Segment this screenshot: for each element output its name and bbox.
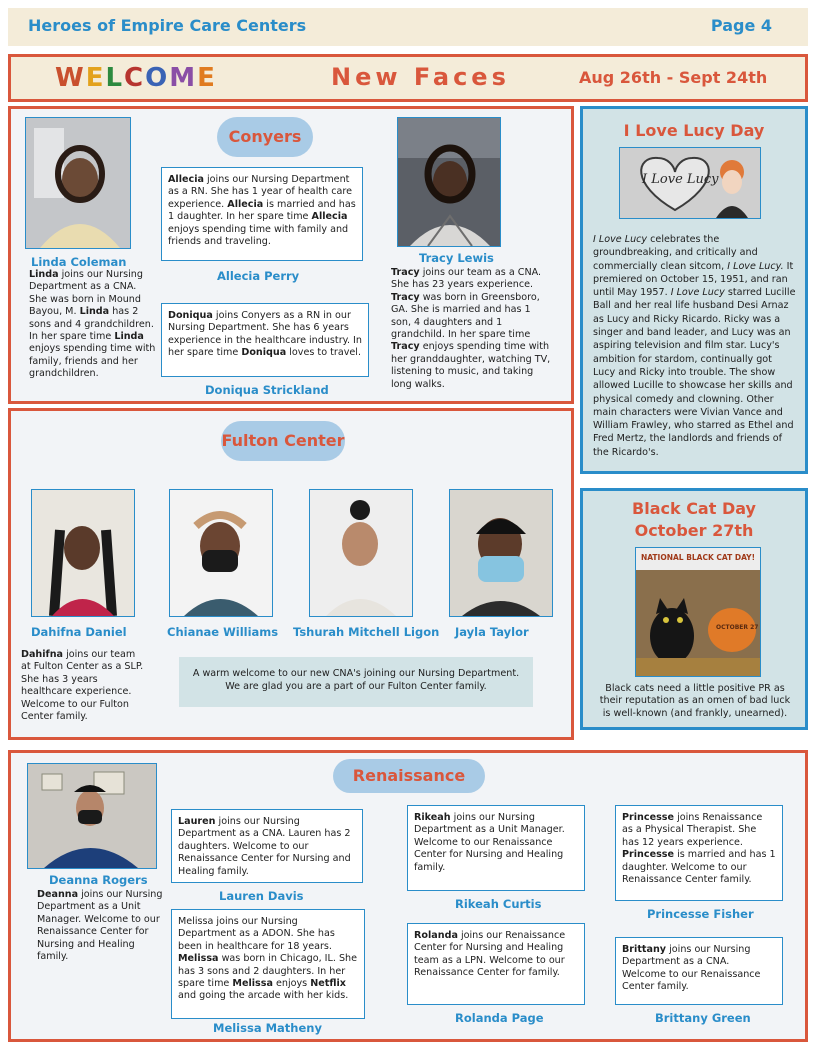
rikeah-curtis-card (407, 805, 585, 891)
renaissance-heading: Renaissance (333, 759, 485, 793)
brittany-green-name: Brittany Green (655, 1011, 751, 1025)
welcome-line-1: A warm welcome to our new CNA's joining our Nursing Department. (192, 668, 520, 679)
body-text: It premiered on October 15, 1951, and ran until May 1957. (593, 260, 794, 299)
linda-coleman-name: Linda Coleman (31, 255, 127, 269)
page-number: Page 4 (710, 16, 772, 35)
italic-text: I Love Lucy. (727, 260, 784, 272)
banner-title: New Faces (331, 63, 510, 91)
bio-text: enjoys spending time with her granddaughter, watching TV, listening to music, and taking long walks. (391, 341, 551, 390)
person-icon (170, 490, 272, 616)
bio-bold: Lauren (178, 816, 216, 827)
bio-text: joins our Nursing Department as a Unit Manager. Welcome to our Renaissance Center for Nursing and Healing family. (37, 889, 163, 963)
black-cat-heading-2: October 27th (634, 521, 754, 540)
person-icon (32, 490, 134, 616)
welcome-letter: C (124, 63, 146, 93)
bio-bold: Tracy (391, 341, 420, 353)
lucy-logo-image (619, 147, 761, 219)
rolanda-page-name: Rolanda Page (455, 1011, 544, 1025)
bio-bold: Linda (29, 269, 59, 280)
bio-text: joins our Nursing Department as a CNA. Welcome to our Renaissance Center family. (622, 944, 761, 993)
bio-text: enjoys (272, 978, 311, 990)
bio-text: Melissa joins our Nursing Department as a ADON. She has been in healthcare for 18 years. (178, 916, 335, 952)
bio-bold: Princesse (622, 812, 675, 823)
melissa-matheny-name: Melissa Matheny (213, 1021, 322, 1035)
bio-text: was born in Greensboro, GA. She is married and has 1 son, 4 daughters and 1 grandchild. In her spare time (391, 291, 540, 341)
bio-bold: Netflix (310, 978, 346, 990)
bio-bold: Doniqua (241, 347, 287, 359)
black-cat-day-section (580, 488, 808, 730)
welcome-line-2: We are glad you are a part of our Fulton Center family. (225, 681, 487, 692)
page-header (8, 8, 808, 46)
bio-bold: Linda (114, 331, 144, 343)
conyers-section (8, 106, 574, 404)
linda-coleman-bio (29, 269, 157, 381)
lucy-day-section (580, 106, 808, 474)
person-icon (310, 490, 412, 616)
italic-text: I Love Lucy (670, 287, 725, 299)
tracy-lewis-bio (391, 267, 551, 391)
jayla-taylor-name: Jayla Taylor (455, 625, 529, 639)
princesse-fisher-name: Princesse Fisher (647, 907, 754, 921)
lucy-article (593, 233, 797, 459)
allecia-perry-card (161, 167, 363, 261)
bio-text: joins our team as a CNA. She has 23 years experience. (391, 267, 542, 291)
tracy-lewis-name: Tracy Lewis (419, 251, 494, 265)
bio-text: is married and has 1 daughter. In her spare time (168, 198, 356, 223)
bio-bold: Allecia (311, 211, 348, 223)
deanna-rogers-bio (37, 889, 163, 963)
welcome-letter: L (105, 63, 125, 93)
chianae-williams-name: Chianae Williams (167, 625, 279, 639)
bio-text: joins our Renaissance Center for Nursing and Healing team as a LPN. Welcome to our Renaissance Center for family. (414, 930, 566, 979)
rolanda-page-card (407, 923, 585, 1005)
bio-bold: Melissa (232, 978, 273, 990)
renaissance-section (8, 750, 808, 1042)
person-icon (26, 118, 130, 248)
black-cat-text: Black cats need a little positive PR as their reputation as an omen of bad luck is well-known (and frankly, unearned). (599, 683, 791, 719)
person-icon (28, 764, 156, 868)
bio-bold: Allecia (227, 198, 264, 210)
bio-bold: Doniqua (168, 310, 213, 321)
dahifna-daniel-name: Dahifna Daniel (31, 625, 127, 639)
doniqua-strickland-card (161, 303, 369, 377)
bio-bold: Allecia (168, 174, 204, 185)
lauren-davis-card (171, 809, 363, 883)
bio-text: is married and has 1 daughter. Welcome to our Renaissance Center family. (622, 849, 776, 886)
lucy-heading: I Love Lucy Day (623, 121, 765, 140)
bio-bold: Linda (79, 306, 110, 318)
welcome-letter: E (197, 63, 217, 93)
welcome-letter: O (145, 63, 170, 93)
bio-bold: Brittany (622, 944, 667, 955)
rikeah-curtis-name: Rikeah Curtis (455, 897, 542, 911)
allecia-perry-name: Allecia Perry (217, 269, 300, 283)
person-icon (398, 118, 500, 246)
doniqua-strickland-name: Doniqua Strickland (205, 383, 329, 397)
bio-bold: Dahifna (21, 649, 64, 660)
banner-dates: Aug 26th - Sept 24th (579, 68, 768, 87)
linda-coleman-photo (25, 117, 131, 249)
bio-text: was born in Chicago, IL. She has 3 sons and 2 daughters. In her spare time (178, 953, 358, 990)
brittany-green-card (615, 937, 783, 1005)
tshurah-mitchell-ligon-name: Tshurah Mitchell Ligon (293, 625, 440, 639)
bio-bold: Melissa (178, 953, 219, 965)
black-cat-image (635, 547, 761, 677)
black-cat-heading-1: Black Cat Day (632, 499, 756, 518)
dahifna-daniel-bio (21, 649, 145, 723)
bio-text: joins Renaissance as a Physical Therapist. She has 12 years experience. (622, 812, 763, 848)
fulton-heading: Fulton Center (221, 421, 345, 461)
welcome-letter: M (169, 63, 198, 93)
bio-text: joins Conyers as a RN in our Nursing Department. She has 6 years experience in the healthcare industry. In her spare time (168, 310, 362, 359)
cat-icon (636, 548, 760, 676)
bio-text: enjoys spending time with family, friends and her grandchildren. (29, 343, 156, 380)
bio-text: enjoys spending time with family and friends and traveling. (168, 223, 349, 248)
bio-bold: Deanna (37, 889, 79, 900)
fulton-welcome-note (179, 657, 533, 707)
chianae-williams-photo (169, 489, 273, 617)
person-icon (450, 490, 552, 616)
conyers-heading: Conyers (217, 117, 313, 157)
bio-text: joins our team at Fulton Center as a SLP. She has 3 years healthcare experience. Welcome to our Fulton Center family. (21, 649, 144, 723)
bio-bold: Rikeah (414, 812, 451, 823)
new-faces-banner (8, 54, 808, 102)
tracy-lewis-photo (397, 117, 501, 247)
welcome-letter: W (55, 63, 86, 93)
italic-text: I Love Lucy (593, 234, 648, 245)
bio-text: and going the arcade with her kids. (178, 990, 349, 1002)
lucy-logo-text: I Love Lucy (642, 172, 719, 187)
melissa-matheny-card (171, 909, 365, 1019)
body-text: starred Lucille Ball and her real life husband Desi Arnaz as Lucy and Ricky Ricardo. Ricky was a singer and band leader, and Lucy was an aspiring television and film star. Lucy's ambition for stardom, continually got Lucy and Ricky into trouble. The show allowed Lucille to showcase her skills and physical comedy and clowning. Other main characters were Vivian Vance and William Frawley, who starred as Ethel and Fred Mertz, the landlords and friends of the Ricardo's. (593, 287, 796, 458)
newsletter-title: Heroes of Empire Care Centers (28, 16, 307, 35)
bio-bold: Rolanda (414, 930, 458, 941)
body-text: celebrates the groundbreaking, and critically and commercially clean sitcom, (593, 234, 758, 272)
tshurah-mitchell-ligon-photo (309, 489, 413, 617)
bio-text: loves to travel. (286, 347, 361, 359)
bio-text: joins our Nursing Department as a Unit Manager. Welcome to our Renaissance Center for Nursing and Healing family. (414, 812, 565, 873)
jayla-taylor-photo (449, 489, 553, 617)
princesse-fisher-card (615, 805, 783, 901)
pumpkin-date-text: OCTOBER 27 (716, 624, 759, 631)
lauren-davis-name: Lauren Davis (219, 889, 304, 903)
fulton-center-section (8, 408, 574, 740)
deanna-rogers-photo (27, 763, 157, 869)
bio-bold: Tracy (391, 291, 420, 303)
deanna-rogers-name: Deanna Rogers (49, 873, 148, 887)
bio-bold: Tracy (391, 267, 420, 278)
bio-text: joins our Nursing Department as a CNA. She was born in Mound Bayou, M. (29, 269, 143, 318)
dahifna-daniel-photo (31, 489, 135, 617)
welcome-letter: E (85, 63, 106, 93)
black-cat-sign-text: NATIONAL BLACK CAT DAY! (640, 553, 756, 562)
bio-text: has 2 sons and 4 grandchildren. In her spare time (29, 306, 154, 343)
bio-text: joins our Nursing Department as a RN. She has 1 year of health care experience. (168, 174, 353, 210)
bio-text: joins our Nursing Department as a CNA. Lauren has 2 daughters. Welcome to our Renaissance Center for Nursing and Healing family. (178, 816, 351, 877)
welcome-wordart (55, 63, 217, 93)
bio-bold: Princesse (622, 849, 675, 861)
